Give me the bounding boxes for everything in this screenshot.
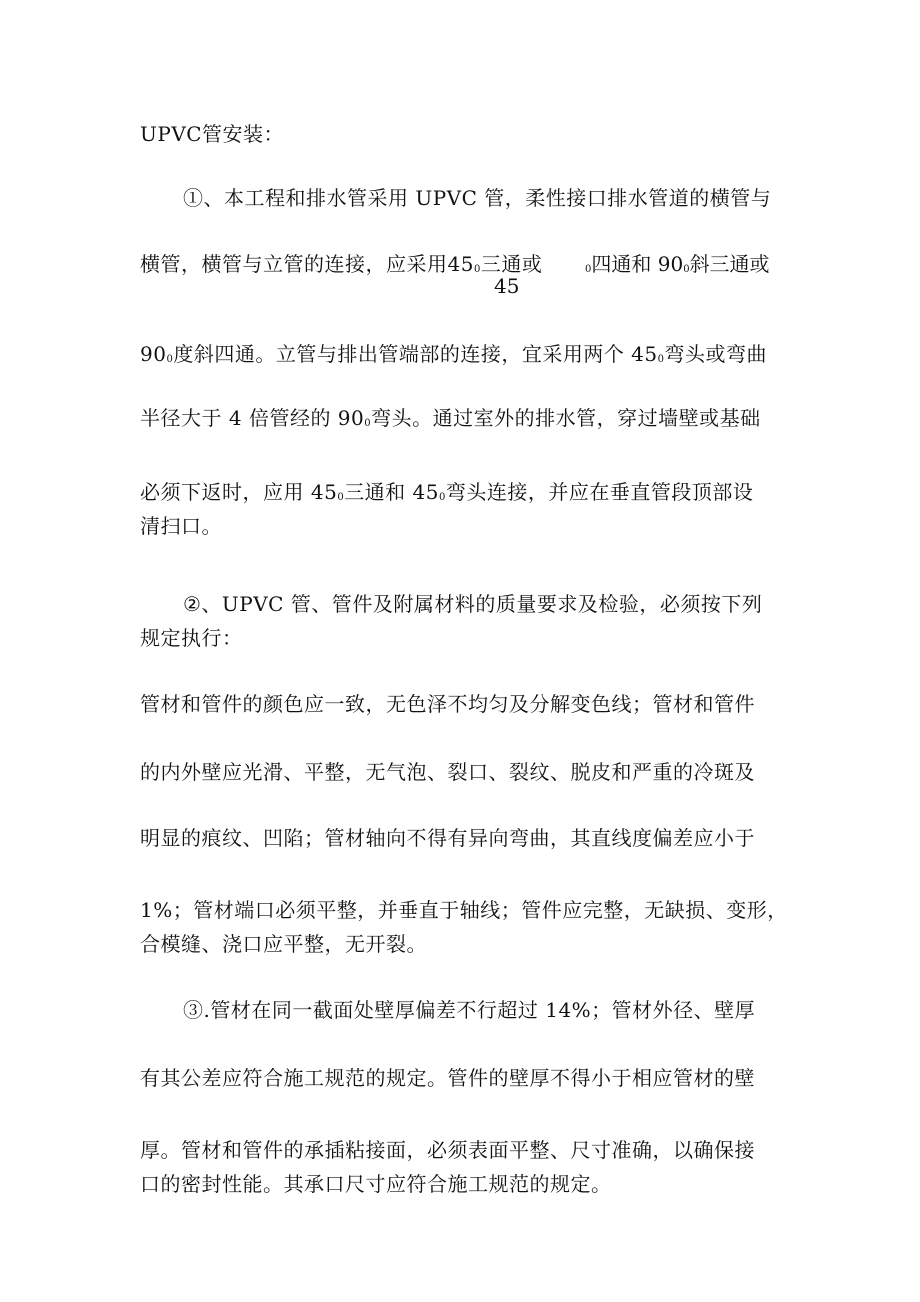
degree-mark: 0 [364,418,372,429]
paragraph-2-line-7: 合模缝、浇口应平整，无开裂。 [140,932,427,956]
text-segment: 四通和 90 [591,252,684,276]
paragraph-2-line-6: 1%；管材端口必须平整，并垂直于轴线；管件应完整，无缺损、变形， [140,898,788,922]
degree-mark: 0 [166,354,174,365]
degree-mark: 0 [585,264,592,275]
paragraph-2-line-3: 管材和管件的颜色应一致，无色泽不均匀及分解变色线；管材和管件 [140,692,755,716]
paragraph-1-line-4 [140,406,761,436]
section-heading: UPVC管安装： [140,122,285,146]
paragraph-3-line-4: 口的密封性能。其承口尺寸应符合施工规范的规定。 [140,1172,612,1196]
text-segment: 必须下返时，应用 45 [140,480,338,504]
text-segment: 三通或 [480,252,543,276]
text-segment: 三通和 45 [344,480,439,504]
text-segment: 横管，横管与立管的连接，应采用45 [140,252,474,276]
paragraph-2-line-4: 的内外壁应光滑、平整，无气泡、裂口、裂纹、脱皮和严重的冷斑及 [140,760,755,784]
paragraph-3-line-2: 有其公差应符合施工规范的规定。管件的壁厚不得小于相应管材的壁 [140,1066,755,1090]
text-segment: 弯头。通过室外的排水管，穿过墙壁或基础 [371,406,761,430]
paragraph-2-line-1: ②、UPVC 管、管件及附属材料的质量要求及检验，必须按下列 [183,592,763,616]
text-segment: 90 [140,342,167,366]
text-segment: 半径大于 4 倍管经的 90 [140,406,365,430]
paragraph-1-line-3 [140,342,767,372]
paragraph-2-line-5: 明显的痕纹、凹陷；管材轴向不得有异向弯曲，其直线度偏差应小于 [140,826,755,850]
text-segment: 度斜四通。立管与排出管端部的连接，宜采用两个 45 [173,342,658,366]
paragraph-1-line-6: 清扫口。 [140,514,222,538]
paragraph-3-line-1: ③.管材在同一截面处壁厚偏差不行超过 14%；管材外径、壁厚 [183,998,756,1022]
paragraph-1-line-5 [140,480,753,510]
text-segment: 弯头或弯曲 [664,342,768,366]
degree-mark: 0 [473,264,481,275]
paragraph-1-line-1: ①、本工程和排水管采用 UPVC 管，柔性接口排水管道的横管与 [183,186,772,210]
text-segment: 弯头连接，并应在垂直管段顶部设 [445,480,754,504]
paragraph-3-line-3: 厚。管材和管件的承插粘接面，必须表面平整、尺寸准确，以确保接 [140,1138,755,1162]
degree-mark: 0 [683,264,690,275]
degree-mark: 0 [337,492,345,503]
paragraph-1-line-2-right [585,252,770,282]
subscript-45: 45 [494,274,520,298]
degree-mark: 0 [657,354,665,365]
text-segment: 斜三通或 [689,252,770,276]
degree-mark: 0 [439,492,446,503]
paragraph-1-line-2 [140,252,542,282]
paragraph-2-line-2: 规定执行： [140,626,243,650]
